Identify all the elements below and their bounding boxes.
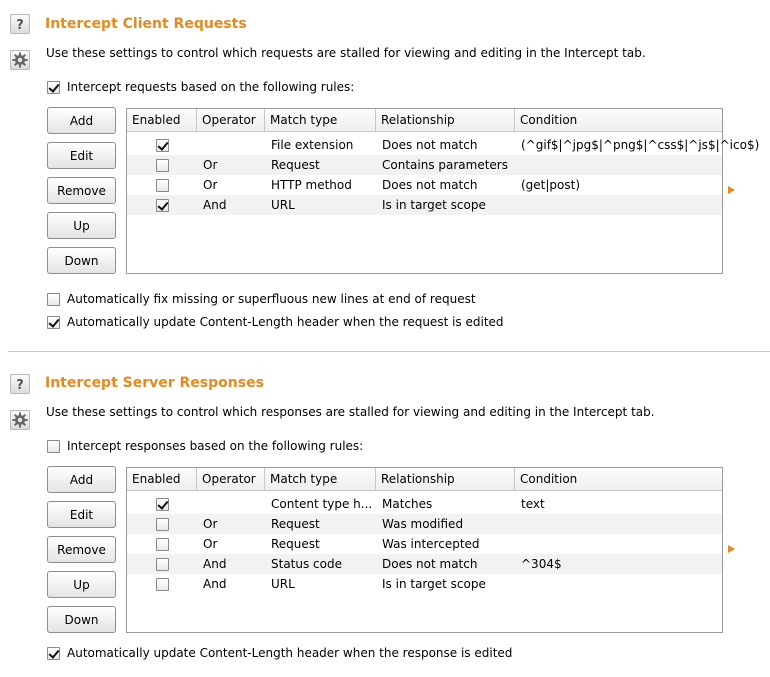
help-icon[interactable] <box>10 374 30 394</box>
table-row[interactable] <box>127 554 722 574</box>
svg-text:?: ? <box>16 18 24 33</box>
row-relationship: Matches <box>382 497 433 511</box>
row-enabled-checkbox[interactable] <box>156 179 169 192</box>
row-match-type: Status code <box>271 557 342 571</box>
table-row[interactable] <box>127 514 722 534</box>
table-row[interactable] <box>127 494 722 514</box>
row-condition <box>515 514 722 534</box>
row-operator: Or <box>203 158 218 172</box>
row-enabled-checkbox[interactable] <box>156 159 169 172</box>
settings-gear-icon[interactable] <box>10 410 30 430</box>
checkbox-label: Automatically update Content-Length header when the request is edited <box>67 315 504 329</box>
row-enabled-checkbox[interactable] <box>156 558 169 571</box>
row-enabled-checkbox[interactable] <box>156 199 169 212</box>
table-row[interactable] <box>127 175 722 195</box>
remove-rule-button[interactable]: Remove <box>47 177 116 204</box>
checkbox[interactable] <box>47 293 60 306</box>
expand-arrow-icon[interactable] <box>728 545 735 553</box>
row-relationship: Contains parameters <box>382 158 508 172</box>
column-header-enabled[interactable]: Enabled <box>127 468 197 490</box>
checkbox[interactable] <box>47 647 60 660</box>
row-condition <box>515 534 722 554</box>
checkbox-label: Intercept requests based on the following rules: <box>67 80 355 94</box>
row-operator: Or <box>203 178 218 192</box>
column-header-match-type[interactable]: Match type <box>265 109 376 131</box>
edit-rule-button[interactable]: Edit <box>47 142 116 169</box>
column-header-operator[interactable]: Operator <box>197 109 265 131</box>
table-row[interactable] <box>127 135 760 155</box>
fix-newlines-checkbox[interactable] <box>47 292 476 306</box>
row-relationship: Does not match <box>382 138 478 152</box>
table-row[interactable] <box>127 574 722 594</box>
row-enabled-checkbox[interactable] <box>156 518 169 531</box>
row-relationship: Is in target scope <box>382 198 486 212</box>
row-condition <box>515 574 722 594</box>
table-row[interactable] <box>127 534 722 554</box>
move-down-button[interactable]: Down <box>47 606 116 633</box>
move-up-button[interactable]: Up <box>47 212 116 239</box>
section-title-responses: Intercept Server Responses <box>45 375 264 391</box>
checkbox[interactable] <box>47 316 60 329</box>
remove-rule-button[interactable]: Remove <box>47 536 116 563</box>
add-rule-button[interactable]: Add <box>47 466 116 493</box>
intercept-requests-rules-checkbox[interactable] <box>47 80 354 94</box>
move-down-button[interactable]: Down <box>47 247 116 274</box>
row-condition: ^304$ <box>521 557 562 571</box>
table-header <box>127 109 722 132</box>
column-header-relationship[interactable]: Relationship <box>376 109 515 131</box>
row-condition: text <box>521 497 545 511</box>
settings-gear-icon[interactable] <box>10 50 30 70</box>
row-match-type: Content type h... <box>271 497 373 511</box>
add-rule-button[interactable]: Add <box>47 107 116 134</box>
checkbox[interactable] <box>47 440 60 453</box>
row-operator: Or <box>203 537 218 551</box>
table-header <box>127 468 722 491</box>
row-enabled-checkbox[interactable] <box>156 498 169 511</box>
svg-text:?: ? <box>16 378 24 393</box>
row-relationship: Is in target scope <box>382 577 486 591</box>
help-icon[interactable] <box>10 14 30 34</box>
row-operator <box>197 494 265 514</box>
section-description-responses: Use these settings to control which responses are stalled for viewing and editing in the Intercept tab. <box>46 405 655 419</box>
row-operator: And <box>203 557 227 571</box>
row-condition: (get|post) <box>521 178 581 192</box>
move-up-button[interactable]: Up <box>47 571 116 598</box>
row-condition: (^gif$|^jpg$|^png$|^css$|^js$|^ico$) <box>521 138 760 152</box>
column-header-operator[interactable]: Operator <box>197 468 265 490</box>
row-match-type: Request <box>271 158 320 172</box>
row-operator: And <box>203 198 227 212</box>
table-row[interactable] <box>127 155 722 175</box>
update-content-length-response-checkbox[interactable] <box>47 646 512 660</box>
row-operator: And <box>203 577 227 591</box>
update-content-length-request-checkbox[interactable] <box>47 315 504 329</box>
section-title-requests: Intercept Client Requests <box>45 16 247 32</box>
row-match-type: Request <box>271 537 320 551</box>
row-relationship: Does not match <box>382 557 478 571</box>
row-enabled-checkbox[interactable] <box>156 139 169 152</box>
row-match-type: File extension <box>271 138 354 152</box>
row-relationship: Was intercepted <box>382 537 480 551</box>
checkbox-label: Intercept responses based on the following rules: <box>67 439 364 453</box>
table-row[interactable] <box>127 195 722 215</box>
row-relationship: Was modified <box>382 517 464 531</box>
request-rules-table[interactable] <box>126 108 760 274</box>
checkbox-label: Automatically update Content-Length header when the response is edited <box>67 646 513 660</box>
row-match-type: URL <box>271 577 295 591</box>
row-match-type: URL <box>271 198 295 212</box>
column-header-enabled[interactable]: Enabled <box>127 109 197 131</box>
expand-arrow-icon[interactable] <box>728 186 735 194</box>
row-operator: Or <box>203 517 218 531</box>
row-condition <box>515 195 722 215</box>
row-operator <box>197 135 265 155</box>
row-relationship: Does not match <box>382 178 478 192</box>
row-enabled-checkbox[interactable] <box>156 538 169 551</box>
row-condition <box>515 155 722 175</box>
section-divider <box>8 351 770 352</box>
checkbox[interactable] <box>47 81 60 94</box>
row-enabled-checkbox[interactable] <box>156 578 169 591</box>
column-header-relationship[interactable]: Relationship <box>376 468 515 490</box>
checkbox-label: Automatically fix missing or superfluous new lines at end of request <box>67 292 476 306</box>
column-header-match-type[interactable]: Match type <box>265 468 376 490</box>
row-match-type: HTTP method <box>271 178 352 192</box>
intercept-responses-rules-checkbox[interactable] <box>47 439 363 453</box>
row-match-type: Request <box>271 517 320 531</box>
response-rules-table[interactable] <box>126 467 723 633</box>
section-description-requests: Use these settings to control which requests are stalled for viewing and editing in the Intercept tab. <box>46 46 646 60</box>
column-header-condition[interactable]: Condition <box>520 113 578 127</box>
edit-rule-button[interactable]: Edit <box>47 501 116 528</box>
column-header-condition[interactable]: Condition <box>520 472 578 486</box>
